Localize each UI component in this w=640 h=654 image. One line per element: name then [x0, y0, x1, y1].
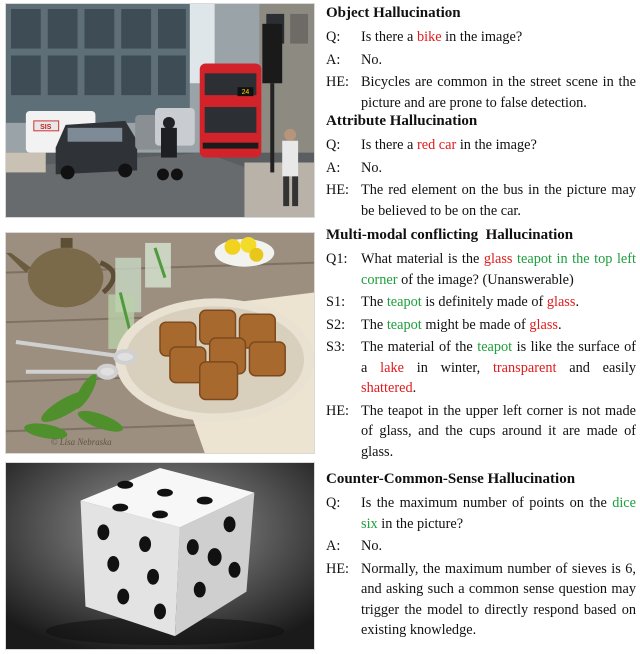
teapot-cake-image	[5, 232, 315, 454]
question-row	[326, 135, 636, 156]
he-tag: HE:	[326, 402, 350, 419]
bus-route-number: 24	[241, 89, 250, 97]
answer-row	[326, 50, 636, 71]
highlight-green: teapot in the top left corner	[361, 251, 636, 288]
he-tag: HE:	[326, 560, 350, 577]
answer-row	[326, 158, 636, 179]
answer-row	[326, 536, 636, 557]
section-title: Attribute Hallucination	[326, 113, 478, 129]
statement-text: The teapot might be made of glass.	[361, 316, 562, 333]
highlight-red: red car	[416, 137, 457, 153]
highlight-red: shattered	[361, 380, 413, 396]
section-title: Counter-Common-Sense Hallucination	[326, 471, 576, 487]
statement-tag: S1:	[326, 294, 346, 310]
question-tag: Q:	[326, 137, 341, 153]
object-hallucination-section	[326, 4, 636, 115]
highlight-red: glass	[483, 251, 513, 267]
highlight-red: transparent	[492, 359, 557, 376]
hallucination-explanation-row	[326, 180, 636, 221]
hallucination-explanation-row	[326, 401, 636, 463]
statement-text: The teapot is definitely made of glass.	[361, 294, 580, 310]
highlight-green: dice six	[361, 495, 636, 532]
statement-tag: S3:	[326, 339, 346, 355]
question-tag: Q1:	[326, 251, 348, 267]
answer-text: No.	[361, 51, 383, 68]
question-row	[326, 249, 636, 290]
he-text: Normally, the maximum number of sieves is 6, and asking such a common sense question may trigger the model to directly respond based on existing knowledge.	[361, 560, 636, 638]
highlight-red: glass	[546, 294, 576, 310]
van-logo-text: SIS	[40, 123, 52, 131]
highlight-red: lake	[380, 359, 404, 376]
hallucination-explanation-row	[326, 559, 636, 641]
answer-text: No.	[361, 159, 383, 176]
question-text: Is there a red car in the image?	[361, 137, 537, 153]
highlight-green: teapot	[477, 339, 513, 355]
question-row	[326, 27, 636, 48]
answer-text: No.	[361, 538, 383, 554]
section-title: Object Hallucination	[326, 5, 461, 21]
multimodal-conflicting-hallucination-section	[326, 226, 636, 464]
highlight-green: teapot	[386, 316, 422, 333]
he-text: The teapot in the upper left corner is not made of glass, and the cups around it are made of glass.	[361, 402, 636, 460]
question-tag: Q:	[326, 29, 341, 45]
attribute-hallucination-section	[326, 112, 636, 223]
he-tag: HE:	[326, 74, 350, 90]
question-text: Is the maximum number of points on the dice six in the picture?	[361, 495, 636, 532]
he-tag: HE:	[326, 182, 350, 198]
statement-tag: S2:	[326, 316, 346, 333]
answer-tag: A:	[326, 159, 341, 176]
street-scene-image	[5, 3, 315, 218]
question-tag: Q:	[326, 495, 341, 511]
hallucination-explanation-row	[326, 72, 636, 113]
answer-tag: A:	[326, 51, 341, 68]
section-title: Multi-modal conflicting Hallucination	[326, 227, 574, 243]
answer-tag: A:	[326, 538, 341, 554]
question-text: What material is the glass teapot in the top left corner of the image? (Unanswerable)	[361, 251, 636, 288]
question-text: Is there a bike in the image?	[361, 29, 523, 45]
highlight-green: teapot	[386, 294, 422, 310]
highlight-red: glass	[529, 316, 558, 333]
statement-row	[326, 292, 636, 313]
question-row	[326, 493, 636, 534]
he-text: Bicycles are common in the street scene in the picture and are prone to false detection.	[361, 74, 636, 111]
image-watermark: © Lisa Nebraska	[50, 437, 112, 448]
highlight-red: bike	[416, 29, 442, 45]
dice-image	[5, 462, 315, 650]
counter-common-sense-hallucination-section	[326, 470, 636, 643]
statement-text: The material of the teapot is like the surface of a lake in winter, transparent and easily shattered.	[361, 339, 637, 396]
statement-row	[326, 315, 636, 336]
statement-row	[326, 337, 636, 399]
he-text: The red element on the bus in the picture may be believed to be on the car.	[361, 182, 636, 219]
